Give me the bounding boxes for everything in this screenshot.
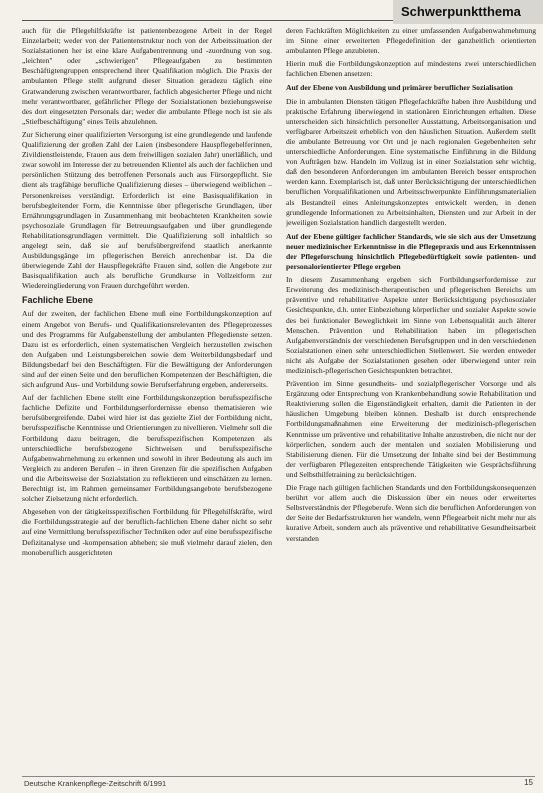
paragraph: deren Fachkräften Möglichkeiten zu einer umfassenden Aufgabenwahrnehmung im Sinne einer erweiterten Pflegedefinition der ganzheitlich orientierten ambulanten Pflege anzubieten. xyxy=(286,26,536,56)
bold-subheading: Auf der Ebene gültiger fachlicher Standards, wie sie sich aus der Umsetzung neuer medizinischer Erkenntnisse in die Pflegepraxis und aus Erkenntnissen der Pflegeforschung hinsichtlich Pflegebedürftigkeit sowie patienten- und personalorientierter Pflege ergeben xyxy=(286,231,536,272)
paragraph: Die Frage nach gültigen fachlichen Standards und den Fortbildungskonsequenzen berührt vor allem auch die Diskussion über ein neues oder erweitertes Selbstverständnis der Pflegeberufe. Wenn sich die beruflichen Anforderungen von der Seite der Bedarfsstrukturen her wandeln, wenn Pflegearbeit nicht mehr nur als kurative Arbeit, sondern auch als präventive und rehabilitative Gesundheitsarbeit verstanden xyxy=(286,483,536,543)
paragraph: Hierin muß die Fortbildungskonzeption auf mindestens zwei unterschiedlichen fachlichen Ebenen ansetzen: xyxy=(286,59,536,79)
paragraph: Abgesehen von der tätigkeitsspezifischen Fortbildung für Pflegehilfskräfte, wird die Fortbildungsstrategie auf der beruflich-fachlichen Ebene daher nicht so sehr auf eine Vermittlung berufsspezifischer Techniken oder auf eine berufsspezifische Defizitanalyse und -kompensation abheben; sie muß vielmehr darauf zielen, den monoberuflich ausgerichteten xyxy=(22,507,272,557)
section-heading-fachliche-ebene: Fachliche Ebene xyxy=(22,295,94,306)
paragraph: In diesem Zusammenhang ergeben sich Fortbildungserfordernisse zur Erweiterung des medizinisch-therapeutischen und pflegerischen Bereichs um präventive und rehabilitative Aspekte unter Berücksichtigung psychosozialer Gesichtspunkte, d.h. unter Einbeziehung körperlicher und sozialer Aspekte sowie des bei funktionaler Beweglichkeit im Sinne von Lebensqualität auch älterer Menschen. Prävention und Rehabilitation haben im pflegerischen Aufgabenverständnis der verschiedenen Berufsgruppen und in den verschiedenen Sozialstationen einen sehr unterschiedlichen Stellenwert. Sie werden entweder nicht als Aufgabe der Sozialstationen gesehen oder überwiegend unter rein medizinisch-pflegerischen Gesichtspunkten betrachtet. xyxy=(286,275,536,375)
right-column xyxy=(286,26,536,771)
bold-subheading: Auf der Ebene von Ausbildung und primärer beruflicher Sozialisation xyxy=(286,83,513,93)
page-number: 15 xyxy=(524,778,533,787)
left-column xyxy=(22,26,272,771)
paragraph: auch für die Pflegehilfskräfte ist patientenbezogene Arbeit in der Regel Einzelarbeit; weder von der Patientenstruktur noch von der Arbeitssituation der Sozialstationen her ist eine klare Aufgabentrennung und -zuordnung von sog. „leichten" oder „schwierigen" Pflegeaufgaben zu bestimmten Beschäftigtengruppen entsprechend ihrer Qualifikation möglich. Die Praxis der ambulanten Pflege stellt aufgrund dieser Situation geradezu täglich eine Gratwanderung zwischen verantwortbarer, fachlich abgesicherter Pflege und nicht mehr verantwortbarer, gefährlicher Pflege der Sozialstationen beziehungsweise des dort eingesetzten Personals dar; weder die ambulante Pflege noch ist sie als „Stiefbeschäftigung" eines Teils abzulehnen. xyxy=(22,26,272,126)
footer-rule xyxy=(22,776,535,777)
paragraph: Zur Sicherung einer qualifizierten Versorgung ist eine grundlegende und laufende Qualifizierung der großen Zahl der Laien (insbesondere Hauspflegehelferinnen, Zivildienstleistende, Frauen aus dem freiwilligen sozialen Jahr) unerläßlich, und zwar sowohl im Interesse der zu betreuenden Klientel als auch der fachlichen und persönlichen Stützung des betroffenen Personals auch aus Fürsorgepflicht. Sie dient als tragfähige berufliche Qualifizierung dieses – überwiegend weiblichen – Personenkreises verständigt. Erforderlich ist eine Basisqualifikation in berufsbegleitender Form, die Kenntnisse über pflegerische Grundlagen, über Ernährungsgrundlagen in Zusammenhang mit beobachteten Krankheiten sowie psychosoziale Grundlagen für Betreuungsaufgaben und über grundlegende Rehabilitationsgrundlagen vermittelt. Die Qualifizierung soll inhaltlich so angelegt sein, daß sie auf berufsübergreifend staatlich anerkannte Ausbildungsgänge im pflegerischen Bereich anrechenbar ist. Da die überwiegende Zahl der Hauspflegekräfte Frauen sind, sollen die Angebote zur Basisqualifikation auch als berufliche Grundkurse in Vollzeitform zur Wiedereingliederung von Frauen durchgeführt werden. xyxy=(22,129,272,291)
paragraph: Prävention im Sinne gesundheits- und sozialpflegerischer Vorsorge und als Ergänzung oder Entsprechung von Krankenbehandlung sowie Rehabilitation und Reaktivierung sollen die Eigenständigkeit erhalten, damit die Patienten in der häuslichen Umgebung bleiben können. Deshalb ist durch entsprechende Fortbildungsmaßnahmen eine Erweiterung der medizinisch-pflegerischen Kenntnisse um präventive und rehabilitative Inhalte anzustreben, die nicht nur der körperlichen, sondern auch der mentalen und sozialen Mobilisierung und Stabilisierung dienen. Für die Umsetzung der Inhalte sind bei der Bestimmung der verfügbaren Pflegezeiten entsprechende Tätigkeiten wie Gesprächsführung und Selbsthilfetraining zu berücksichtigen. xyxy=(286,379,536,479)
paragraph: Die in ambulanten Diensten tätigen Pflegefachkräfte haben ihre Ausbildung und praktische Erfahrung überwiegend in stationären Einrichtungen erhalten. Diese unterscheiden sich hinsichtlich personeller Ausstattung, Arbeitsorganisation und verfügbarer Arbeitszeit erheblich von den häuslichen Situation. Außerdem stellt die ambulante Betreuung vor Ort und je nach regionalen Gegebenheiten sehr unterschiedliche Anforderungen. Eine systematische Einführung in die Bildung von Aufträgen bzw. Handeln im Vollzug ist in einer Sozialstation sehr wichtig, daß den besonderen Anforderungen im ambulanten Bereich besser entsprochen werden kann. Exemplarisch ist, daß unter Berücksichtigung der unterschiedlichen beruflichen Vorqualifikationen und Arbeitsschwerpunkte Einführungsmaterialien als Bestandteil eines Anleitungskonzeptes entwickelt werden, in denen grundlegende Informationen zu Arbeitsinhalten, Diensten und zur Arbeit in der jeweiligen Sozialstation handlich dargestellt werden. xyxy=(286,96,536,227)
section-rubric: Schwerpunktthema xyxy=(393,0,543,24)
paragraph: Auf der zweiten, der fachlichen Ebene muß eine Fortbildungskonzeption auf einem Angebot von Berufs- und Qualifikationsrelevanten des Pflegeprozesses und des Programms für Aufgabenstellung der ambulanten Pflegedienste setzen. Dazu ist es erforderlich, einen systematischen Vergleich herzustellen zwischen den Aufgaben und Leistungsbereichen sowie dem Weiterbildungsbedarf und Bildungsbedarf bei den Beschäftigten. Für die Bewältigung der Anforderungen sind auf der einen Seite und den beruflichen Kompetenzen der Beschäftigten, die sich aufgrund Aus- und Vorbildung sowie Berufserfahrung ergeben, andererseits. xyxy=(22,309,272,390)
journal-citation: Deutsche Krankenpflege-Zeitschrift 6/1991 xyxy=(24,779,167,788)
paragraph: Auf der fachlichen Ebene stellt eine Fortbildungskonzeption berufsspezifische fachliche Defizite und Fortbildungserfordernisse ebenso thematisieren wie berufsübergreifende. Dabei wird hier ist das gezielte Ziel der Fortbildung nicht, berufsspezifische Kenntnisse und Orientierungen zu nivellieren. Vielmehr soll die Fortbildung dazu beitragen, die berufsspezifischen Kompetenzen als unterschiedliche berufsbezogene Sichtweisen und berufsspezifische Aufgabenwahrnehmung zu erkennen und sowohl in ihrer Bedeutung als auch im Vergleich zu anderen Berufen – in ihren Grenzen für die spezifischen Aufgaben und die Arbeitsweise der Sozialstation zu reflektieren und einschätzen zu lernen. Berechtigt ist, im Rahmen gemeinsamer Fortbildungsangebote berufsbezogene solcher Zielsetzung nicht erforderlich. xyxy=(22,393,272,504)
